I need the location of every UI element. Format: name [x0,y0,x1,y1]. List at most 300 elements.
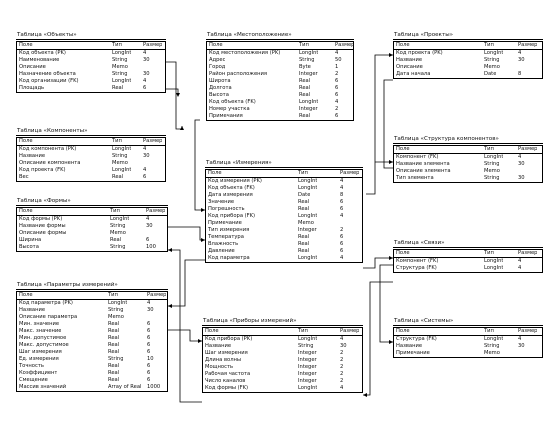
cell-field: Код измерения (PK) [208,178,262,184]
cell-size: 4 [340,336,344,342]
table-title: Таблица «Приборы измерений» [202,318,363,326]
cell-field: Вес [19,174,29,180]
link-measures-params [168,260,205,306]
table-grid [16,291,168,392]
cell-field: Примечание [208,220,242,226]
cell-size: 6 [147,328,151,334]
cell-type: LongInt [298,178,318,184]
table-structure [393,136,543,183]
cell-size: 30 [147,307,154,313]
table-row [394,161,542,168]
cell-field: Число каналов [205,378,246,384]
table-row [17,50,165,57]
cell-size: 2 [340,364,344,370]
cell-field: Код формы (PK) [19,216,63,222]
cell-size: 4 [518,154,522,160]
cell-type: Array of Real [108,384,142,390]
cell-field: Дата начала [396,71,431,77]
table-row [207,50,353,57]
cell-field: Код компонента (PK) [19,146,77,152]
header-field: Поле [208,170,222,176]
cell-size: 4 [340,385,344,391]
cell-type: Real [298,234,310,240]
table-row [17,328,167,335]
cell-field: Мин. значение [19,321,60,327]
cell-type: LongInt [484,258,504,264]
cell-type: String [298,343,314,349]
table-row [394,154,542,161]
cell-size: 6 [340,241,344,247]
cell-size: 30 [518,343,525,349]
cell-type: String [108,356,124,362]
table-header-row [17,292,167,300]
cell-field: Температура [208,234,244,240]
cell-type: Date [484,71,497,77]
link-measures-projects [366,55,393,194]
table-params [16,282,168,392]
cell-field: Структура (FK) [396,336,437,342]
table-row [206,255,362,262]
table-row [394,265,542,272]
cell-size: 6 [335,85,339,91]
header-type: Тип [298,328,308,334]
cell-size: 30 [340,343,347,349]
header-field: Поле [396,328,410,334]
cell-field: Широта [209,78,231,84]
cell-field: Смещение [19,377,48,383]
cell-size: 6 [147,363,151,369]
cell-type: LongInt [112,50,132,56]
cell-size: 2 [340,350,344,356]
table-grid [393,327,543,358]
header-size: Размер [335,42,355,48]
header-size: Размер [518,250,538,256]
table-title: Таблица «Формы» [16,198,168,206]
table-title: Таблица «Связи» [393,240,543,248]
table-title: Таблица «Структура компонентов» [393,136,543,144]
cell-field: Структура (FK) [396,265,437,271]
cell-size: 4 [518,258,522,264]
cell-type: LongInt [484,336,504,342]
cell-type: Memo [108,314,124,320]
table-row [206,234,362,241]
cell-type: Real [299,113,311,119]
header-size: Размер [147,292,167,298]
cell-type: String [299,57,315,63]
table-projects [393,32,543,79]
cell-type: String [108,307,124,313]
table-row [207,92,353,99]
cell-size: 30 [143,153,150,159]
cell-field: Код объекта (FK) [208,185,255,191]
cell-size: 100 [146,244,156,250]
cell-field: Город [209,64,226,70]
cell-field: Точность [19,363,44,369]
cell-type: Real [298,199,310,205]
cell-type: Memo [112,64,128,70]
cell-field: Компонент (FK) [396,258,439,264]
table-row [17,300,167,307]
cell-size: 50 [335,57,342,63]
table-header-row [394,328,542,336]
cell-type: Real [298,248,310,254]
table-row [207,64,353,71]
cell-size: 4 [146,216,150,222]
table-grid [206,41,354,121]
table-grid [16,41,166,93]
cell-size: 4 [143,78,147,84]
table-title: Таблица «Системы» [393,318,543,326]
header-size: Размер [143,138,163,144]
cell-field: Описание компонента [19,160,81,166]
header-field: Поле [396,146,410,152]
cell-size: 10 [147,356,154,362]
cell-field: Площадь [19,85,45,91]
cell-size: 4 [147,300,151,306]
cell-field: Название формы [19,223,66,229]
header-field: Поле [205,328,219,334]
cell-type: Real [108,335,120,341]
cell-type: Integer [298,350,317,356]
header-field: Поле [209,42,223,48]
table-row [394,343,542,350]
cell-type: Real [299,78,311,84]
cell-size: 4 [340,185,344,191]
table-links [393,240,543,273]
header-type: Тип [110,208,120,214]
table-row [17,153,165,160]
table-title: Таблица «Местоположение» [206,32,354,40]
header-size: Размер [340,170,360,176]
cell-type: LongInt [112,78,132,84]
cell-size: 6 [147,321,151,327]
cell-type: Real [108,349,120,355]
cell-size: 6 [143,174,147,180]
table-row [203,336,362,343]
table-row [206,241,362,248]
cell-size: 6 [335,92,339,98]
table-row [206,199,362,206]
cell-field: Длина волны [205,357,241,363]
cell-field: Название [396,57,423,63]
table-row [207,113,353,120]
cell-field: Мощность [205,364,234,370]
table-row [394,57,542,64]
header-field: Поле [396,42,410,48]
link-objects-locations [166,62,182,129]
cell-type: LongInt [112,146,132,152]
cell-field: Код объекта (FK) [209,99,256,105]
link-projects-components-fk [384,80,393,168]
cell-field: Название элемента [396,161,450,167]
cell-field: Код объекта (PK) [19,50,66,56]
table-row [17,342,167,349]
link-links-systems [380,265,393,342]
cell-type: LongInt [298,255,318,261]
header-size: Размер [518,42,538,48]
header-size: Размер [143,42,163,48]
cell-size: 2 [340,378,344,384]
cell-field: Высота [19,244,39,250]
cell-field: Макс. допустимое [19,342,69,348]
cell-size: 8 [518,71,522,77]
cell-field: Высота [209,92,229,98]
cell-type: Memo [484,350,500,356]
cell-type: LongInt [484,50,504,56]
cell-type: String [110,223,126,229]
cell-size: 4 [518,265,522,271]
cell-type: String [484,57,500,63]
cell-field: Ширина [19,237,42,243]
cell-field: Массив значений [19,384,67,390]
cell-size: 6 [147,349,151,355]
cell-size: 4 [340,255,344,261]
cell-size: 4 [518,336,522,342]
cell-size: 6 [335,78,339,84]
cell-type: Integer [298,378,317,384]
cell-field: Наименование [19,57,60,63]
cell-field: Код местоположения (PK) [209,50,281,56]
table-header-row [206,170,362,178]
cell-size: 6 [335,113,339,119]
cell-type: String [112,57,128,63]
cell-size: 2 [335,106,339,112]
cell-size: 8 [340,192,344,198]
cell-field: Адрес [209,57,226,63]
cell-type: LongInt [108,300,128,306]
cell-size: 4 [340,178,344,184]
table-row [206,248,362,255]
cell-field: Описание [396,64,423,70]
cell-field: Назначение объекта [19,71,76,77]
table-row [394,336,542,343]
cell-type: Real [108,363,120,369]
cell-field: Код параметра (PK) [19,300,73,306]
link-locations-measures [195,120,205,210]
table-row [17,78,165,85]
cell-type: Real [298,241,310,247]
table-row [207,71,353,78]
link-forms-measures [168,227,205,240]
cell-size: 4 [335,99,339,105]
table-row [17,321,167,328]
table-title: Таблица «Измерения» [205,160,363,168]
table-forms [16,198,168,252]
table-grid [393,145,543,183]
header-type: Тип [484,328,494,334]
table-grid [16,207,168,252]
cell-type: Real [299,85,311,91]
link-links-instruments [363,282,393,395]
header-field: Поле [19,292,33,298]
table-grid [393,41,543,79]
cell-size: 4 [143,146,147,152]
cell-type: Integer [298,357,317,363]
cell-size: 4 [143,50,147,56]
header-field: Поле [19,208,33,214]
cell-field: Название [19,307,46,313]
header-field: Поле [19,42,33,48]
cell-field: Шаг измерения [205,350,248,356]
table-title: Таблица «Параметры измерений» [16,282,168,290]
cell-field: Код прибора (FK) [208,213,256,219]
table-row [17,85,165,92]
table-row [394,350,542,357]
cell-size: 1000 [147,384,161,390]
cell-field: Код организации (FK) [19,78,79,84]
cell-size: 6 [147,335,151,341]
cell-size: 2 [340,371,344,377]
table-row [17,370,167,377]
cell-field: Ед. измерения [19,356,59,362]
cell-size: 30 [143,57,150,63]
table-grid [393,249,543,273]
table-row [17,384,167,391]
table-row [17,57,165,64]
cell-size: 6 [147,377,151,383]
cell-field: Название [396,343,423,349]
table-components [16,128,166,182]
header-size: Размер [146,208,166,214]
table-row [394,168,542,175]
table-header-row [207,42,353,50]
table-grid [205,169,363,263]
table-row [394,64,542,71]
table-row [207,85,353,92]
table-row [206,178,362,185]
table-row [17,71,165,78]
table-row [17,244,167,251]
cell-type: LongInt [298,213,318,219]
table-row [17,307,167,314]
cell-type: LongInt [299,99,319,105]
cell-type: Real [298,206,310,212]
cell-type: Real [112,85,124,91]
cell-type: Real [112,174,124,180]
cell-field: Номер участка [209,106,250,112]
cell-field: Код параметра [208,255,250,261]
cell-size: 4 [143,167,147,173]
header-type: Тип [484,250,494,256]
cell-type: Real [108,377,120,383]
table-row [203,385,362,392]
cell-field: Описание [19,64,46,70]
cell-type: Byte [299,64,311,70]
cell-type: LongInt [484,154,504,160]
link-params-instruments [168,330,202,341]
table-row [17,216,167,223]
table-row [203,357,362,364]
cell-type: LongInt [112,167,132,173]
cell-field: Коэффициент [19,370,58,376]
header-type: Тип [112,42,122,48]
link-measures-links [363,258,393,268]
table-row [394,50,542,57]
header-type: Тип [299,42,309,48]
header-size: Размер [518,328,538,334]
table-row [394,71,542,78]
cell-size: 6 [340,248,344,254]
cell-size: 30 [518,175,525,181]
table-title: Таблица «Объекты» [16,32,166,40]
table-grid [202,327,363,393]
cell-type: Real [299,92,311,98]
cell-type: String [484,161,500,167]
cell-type: Memo [110,230,126,236]
cell-type: Integer [299,106,318,112]
table-header-row [17,138,165,146]
table-header-row [394,250,542,258]
header-type: Тип [484,146,494,152]
table-row [206,192,362,199]
table-objects [16,32,166,93]
header-size: Размер [518,146,538,152]
cell-type: LongInt [484,265,504,271]
table-row [17,146,165,153]
cell-type: String [110,244,126,250]
table-row [207,57,353,64]
cell-size: 6 [143,85,147,91]
cell-field: Описание формы [19,230,67,236]
table-row [203,364,362,371]
cell-field: Описание элемента [396,168,451,174]
table-row [207,99,353,106]
table-row [17,335,167,342]
cell-type: Integer [298,364,317,370]
cell-type: Memo [112,160,128,166]
table-row [206,185,362,192]
cell-field: Мин. допустимое [19,335,67,341]
table-row [17,349,167,356]
cell-field: Название [19,153,46,159]
cell-type: Date [298,192,311,198]
header-type: Тип [112,138,122,144]
cell-type: Integer [298,227,317,233]
table-row [17,167,165,174]
cell-size: 4 [518,50,522,56]
table-row [17,174,165,181]
table-row [203,343,362,350]
table-row [206,227,362,234]
cell-size: 6 [147,342,151,348]
table-measures [205,160,363,263]
cell-field: Компонент (FK) [396,154,439,160]
cell-type: LongInt [110,216,130,222]
cell-size: 6 [147,370,151,376]
cell-field: Макс. значение [19,328,62,334]
cell-field: Давление [208,248,235,254]
table-row [207,78,353,85]
table-instruments [202,318,363,393]
cell-type: String [112,71,128,77]
table-row [203,350,362,357]
table-header-row [17,208,167,216]
cell-size: 2 [340,357,344,363]
cell-type: Real [108,342,120,348]
cell-field: Название [205,343,232,349]
cell-type: LongInt [298,185,318,191]
cell-size: 6 [340,234,344,240]
table-row [17,230,167,237]
cell-field: Район расположения [209,71,268,77]
cell-field: Код проекта (FK) [19,167,66,173]
cell-size: 2 [335,71,339,77]
cell-size: 2 [340,227,344,233]
table-row [17,223,167,230]
cell-field: Примечания [209,113,243,119]
header-type: Тип [484,42,494,48]
cell-field: Примечание [396,350,430,356]
